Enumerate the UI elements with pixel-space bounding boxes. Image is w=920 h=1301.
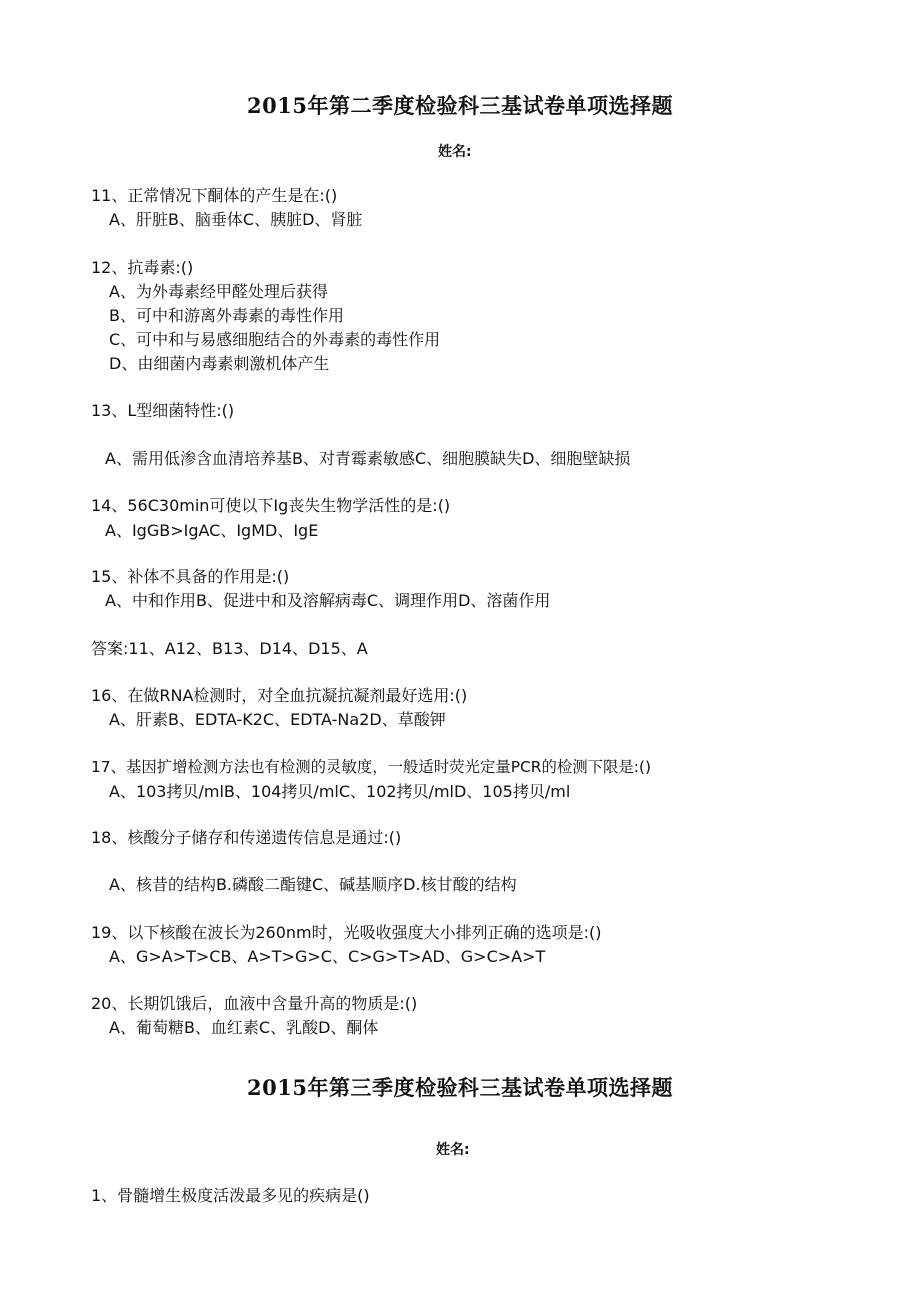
question-16-options: A、肝素B、EDTA-K2C、EDTA-Na2D、草酸钾 — [109, 710, 446, 729]
section2-title: 2015年第三季度检验科三基试卷单项选择题 — [247, 1075, 673, 1100]
question-18-stem: 18、核酸分子储存和传递遗传信息是通过:() — [91, 828, 402, 847]
question-12-option-a: A、为外毒素经甲醛处理后获得 — [109, 282, 328, 301]
question-18-options: A、核昔的结构B.磷酸二酯键C、碱基顺序D.核甘酸的结构 — [109, 875, 517, 894]
question-11-stem: 11、正常情况下酮体的产生是在:() — [91, 186, 338, 205]
question-11-options: A、肝脏B、脑垂体C、胰脏D、肾脏 — [109, 210, 363, 229]
question-17-options: A、103拷贝/mlB、104拷贝/mlC、102拷贝/mlD、105拷贝/ml — [109, 782, 571, 801]
question-12-option-b: B、可中和游离外毒素的毒性作用 — [109, 306, 344, 325]
question-15-stem: 15、补体不具备的作用是:() — [91, 567, 290, 586]
question-14-options: A、IgGB>IgAC、IgMD、IgE — [105, 521, 319, 540]
section2-question-1-stem: 1、骨髓增生极度活泼最多见的疾病是() — [91, 1186, 370, 1205]
question-20-options: A、葡萄糖B、血红素C、乳酸D、酮体 — [109, 1018, 379, 1037]
question-20-stem: 20、长期饥饿后，血液中含量升高的物质是:() — [91, 994, 418, 1013]
section1-name-label: 姓名: — [438, 144, 472, 160]
question-14-stem: 14、56C30min可使以下Ig丧失生物学活性的是:() — [91, 496, 451, 515]
question-13-options: A、需用低渗含血清培养基B、对青霉素敏感C、细胞膜缺失D、细胞壁缺损 — [105, 449, 631, 468]
question-12-option-d: D、由细菌内毒素刺激机体产生 — [109, 354, 330, 373]
question-12-option-c: C、可中和与易感细胞结合的外毒素的毒性作用 — [109, 330, 441, 349]
question-15-options: A、中和作用B、促进中和及溶解病毒C、调理作用D、溶菌作用 — [105, 591, 551, 610]
question-17-stem: 17、基因扩增检测方法也有检测的灵敏度，一般适时荧光定量PCR的检测下限是:() — [91, 758, 651, 776]
question-19-stem: 19、以下核酸在波长为260nm时，光吸收强度大小排列正确的选项是:() — [91, 923, 602, 942]
section2-name-label: 姓名: — [436, 1142, 470, 1158]
section1-title: 2015年第二季度检验科三基试卷单项选择题 — [247, 93, 673, 118]
question-12-stem: 12、抗毒素:() — [91, 258, 194, 277]
question-16-stem: 16、在做RNA检测时，对全血抗凝抗凝剂最好选用:() — [91, 686, 468, 705]
answer-key: 答案:11、A12、B13、D14、D15、A — [91, 639, 368, 658]
question-19-options: A、G>A>T>CB、A>T>G>C、C>G>T>AD、G>C>A>T — [109, 947, 546, 966]
question-13-stem: 13、L型细菌特性:() — [91, 401, 235, 420]
